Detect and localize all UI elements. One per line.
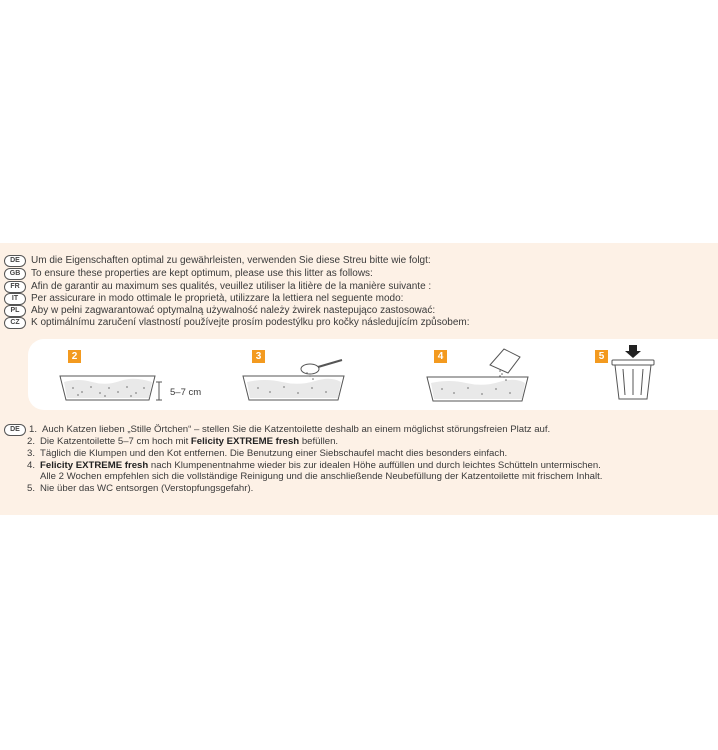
instruction-text: Nie über das WC entsorgen (Verstopfungsgefahr). — [40, 483, 254, 495]
lang-text-gb: To ensure these properties are kept optimum, please use this litter as follows: — [31, 268, 373, 279]
lang-text-de: Um die Eigenschaften optimal zu gewährleisten, verwenden Sie diese Streu bitte wie folgt: — [31, 255, 431, 266]
step-number-3: 3 — [252, 350, 265, 363]
instruction-row — [4, 460, 602, 472]
lang-badge-it: IT — [4, 293, 26, 305]
instruction-row — [4, 424, 602, 436]
instruction-text: nach Klumpenentnahme wieder bis zur idealen Höhe auffüllen und durch leichtes Schütteln untermischen. — [148, 459, 601, 471]
instruction-indent — [4, 471, 40, 483]
instruction-number: 4. — [26, 459, 35, 471]
lang-line-gb — [4, 268, 373, 280]
lang-text-pl: Aby w pełni zagwarantować optymalną używalność należy żwirek nastepująco zastosować: — [31, 305, 436, 316]
lang-badge-pl: PL — [4, 305, 26, 317]
instructions-lang-badge: DE — [4, 424, 26, 436]
tray-with-scoop-illustration — [240, 356, 360, 406]
instruction-text: Auch Katzen lieben „Stille Örtchen“ – stellen Sie die Katzentoilette deshalb an einem möglichst störungsfreien Platz auf. — [42, 424, 551, 435]
step-number-5: 5 — [595, 350, 608, 363]
instruction-row — [4, 471, 602, 483]
product-name: Felicity EXTREME fresh — [190, 436, 300, 447]
instruction-row — [4, 483, 602, 495]
instruction-number: 1. — [28, 424, 37, 435]
instruction-row — [4, 436, 602, 448]
tray-refill-illustration — [424, 345, 544, 407]
lang-line-de — [4, 255, 431, 267]
instruction-text-end: befüllen. — [299, 436, 339, 447]
instruction-text: Die Katzentoilette 5–7 cm hoch mit — [40, 436, 191, 447]
instruction-text: Alle 2 Wochen empfehlen sich die vollständige Reinigung und die anschließende Neubefüllung der Katzentoilette mit frischem Inhalt. — [40, 471, 603, 483]
lang-line-it — [4, 293, 403, 305]
product-name: Felicity EXTREME fresh — [40, 459, 149, 471]
instruction-text: Täglich die Klumpen und den Kot entfernen. Die Benutzung einer Siebschaufel macht dies besonders einfach. — [40, 447, 508, 459]
instructions-list — [4, 424, 602, 495]
fill-height-label: 5–7 cm — [170, 387, 202, 398]
instruction-row — [4, 448, 602, 460]
step-number-4: 4 — [434, 350, 447, 363]
instruction-number: 2. — [26, 436, 35, 447]
lang-text-it: Per assicurare in modo ottimale le proprietà, utilizzare la lettiera nel seguente modo: — [31, 293, 404, 304]
lang-badge-cz: CZ — [4, 317, 26, 329]
lang-line-pl — [4, 305, 435, 317]
lang-badge-gb: GB — [4, 268, 26, 280]
lang-line-fr — [4, 281, 431, 293]
instruction-number: 5. — [26, 483, 35, 495]
lang-badge-fr: FR — [4, 281, 26, 293]
lang-text-fr: Afin de garantir au maximum ses qualités, veuillez utiliser la litière de la manière suivante : — [31, 281, 432, 292]
lang-line-cz — [4, 317, 470, 329]
lang-badge-de: DE — [4, 255, 26, 267]
instruction-number: 3. — [26, 447, 35, 459]
step-number-2: 2 — [68, 350, 81, 363]
lang-text-cz: K optimálnímu zaručení vlastností používejte prosím podestýlku pro kočky následujícím způsobem: — [31, 317, 470, 328]
trash-bin-icon — [608, 343, 658, 403]
